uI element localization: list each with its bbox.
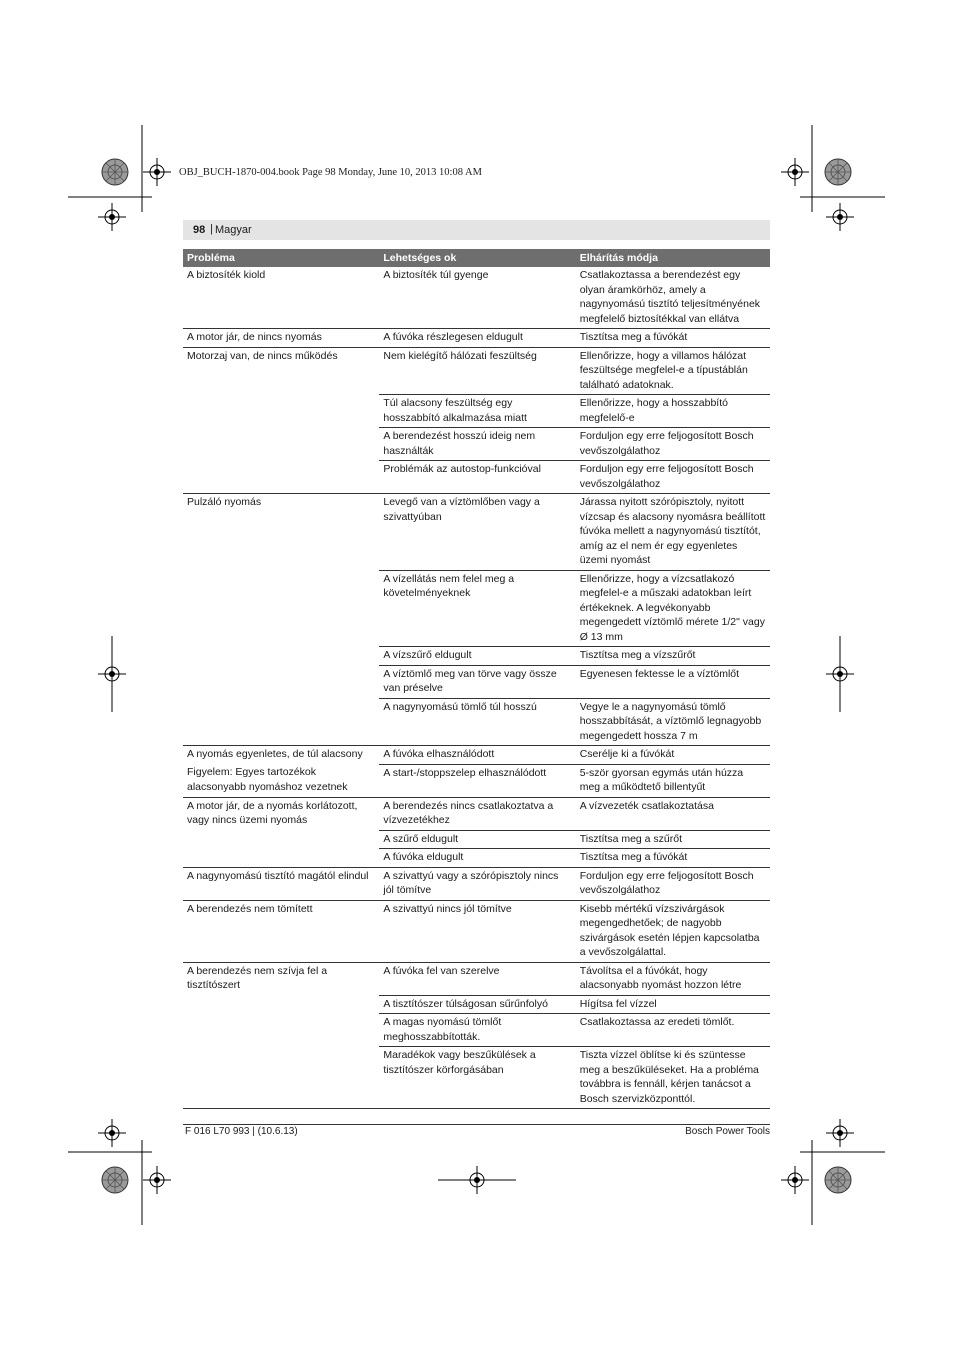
table-row xyxy=(183,347,770,395)
table-row xyxy=(183,867,770,900)
column-header-cause: Lehetséges ok xyxy=(379,249,575,267)
table-row xyxy=(183,494,770,571)
problem-cell: A berendezés nem tömített xyxy=(183,900,379,962)
page-header xyxy=(183,220,770,240)
cause-cell: A berendezést hosszú ideig nem használták xyxy=(379,428,575,461)
problem-cell: A motor jár, de nincs nyomás xyxy=(183,329,379,348)
table-row xyxy=(183,764,770,797)
cause-cell: A szivattyú nincs jól tömítve xyxy=(379,900,575,962)
table-row xyxy=(183,329,770,348)
cause-cell: A berendezés nincs csatlakoztatva a vízvezetékhez xyxy=(379,797,575,830)
remedy-cell: Hígítsa fel vízzel xyxy=(576,995,770,1014)
remedy-cell: Vegye le a nagynyomású tömlő hosszabbítását, a víztömlő legnagyobb megengedett hossza 7 m xyxy=(576,698,770,746)
remedy-cell: Forduljon egy erre feljogosított Bosch vevőszolgálathoz xyxy=(576,867,770,900)
footer-rule xyxy=(183,1124,770,1125)
cause-cell: Maradékok vagy beszűkülések a tisztítószer körforgásában xyxy=(379,1047,575,1109)
cause-cell: A vízellátás nem felel meg a követelményeknek xyxy=(379,570,575,647)
problem-cell: A motor jár, de a nyomás korlátozott, vagy nincs üzemi nyomás xyxy=(183,797,379,867)
cause-cell: A tisztítószer túlságosan sűrűnfolyó xyxy=(379,995,575,1014)
remedy-cell: Ellenőrizze, hogy a vízcsatlakozó megfelel-e a műszaki adatokban leírt értékeknek. A legvékonyabb megengedett víztömlő mérete 1/2" vagy Ø 13 mm xyxy=(576,570,770,647)
problem-cell: Motorzaj van, de nincs működés xyxy=(183,347,379,494)
remedy-cell: Egyenesen fektesse le a víztömlőt xyxy=(576,665,770,698)
cause-cell: A szűrő eldugult xyxy=(379,830,575,849)
remedy-cell: Cserélje ki a fúvókát xyxy=(576,746,770,765)
cause-cell: Problémák az autostop-funkcióval xyxy=(379,461,575,494)
remedy-cell: Tisztítsa meg a vízszűrőt xyxy=(576,647,770,666)
cause-cell: Túl alacsony feszültség egy hosszabbító alkalmazása miatt xyxy=(379,395,575,428)
cause-cell: A vízszűrő eldugult xyxy=(379,647,575,666)
header-separator: | xyxy=(210,223,213,235)
remedy-cell: Távolítsa el a fúvókát, hogy alacsonyabb nyomást hozzon létre xyxy=(576,962,770,995)
cause-cell: A biztosíték túl gyenge xyxy=(379,267,575,329)
problem-cell: A berendezés nem szívja fel a tisztítószert xyxy=(183,962,379,1109)
print-slug-line: OBJ_BUCH-1870-004.book Page 98 Monday, June 10, 2013 10:08 AM xyxy=(179,167,482,178)
troubleshooting-table xyxy=(183,249,770,1109)
cause-cell: Nem kielégítő hálózati feszültség xyxy=(379,347,575,395)
table-row xyxy=(183,797,770,830)
cause-cell: A víztömlő meg van törve vagy össze van préselve xyxy=(379,665,575,698)
table-row xyxy=(183,746,770,765)
page-number: 98 xyxy=(193,224,206,236)
remedy-cell: Kisebb mértékű vízszivárgások megengedhetőek; de nagyobb szivárgások esetén lépjen kapcsolatba a vevőszolgálattal. xyxy=(576,900,770,962)
cause-cell: A fúvóka elhasználódott xyxy=(379,746,575,765)
section-language: Magyar xyxy=(215,224,252,236)
cause-cell: A start-/stoppszelep elhasználódott xyxy=(379,764,575,797)
cause-cell: A magas nyomású tömlőt meghosszabbították. xyxy=(379,1014,575,1047)
remedy-cell: Tiszta vízzel öblítse ki és szüntesse meg a beszűküléseket. Ha a probléma továbbra is fennáll, kérjen tanácsot a Bosch szervizközponttól. xyxy=(576,1047,770,1109)
remedy-cell: 5-ször gyorsan egymás után húzza meg a működtető billentyűt xyxy=(576,764,770,797)
problem-cell: Pulzáló nyomás xyxy=(183,494,379,746)
remedy-cell: A vízvezeték csatlakoztatása xyxy=(576,797,770,830)
cause-cell: A fúvóka fel van szerelve xyxy=(379,962,575,995)
remedy-cell: Forduljon egy erre feljogosított Bosch vevőszolgálathoz xyxy=(576,428,770,461)
footer-brand: Bosch Power Tools xyxy=(685,1126,770,1137)
cause-cell: A fúvóka részlegesen eldugult xyxy=(379,329,575,348)
problem-cell: A nyomás egyenletes, de túl alacsony xyxy=(187,748,363,760)
remedy-cell: Csatlakoztassa az eredeti tömlőt. xyxy=(576,1014,770,1047)
table-body xyxy=(183,267,770,1109)
remedy-cell: Ellenőrizze, hogy a hosszabbító megfelelő-e xyxy=(576,395,770,428)
remedy-cell: Járassa nyitott szórópisztoly, nyitott vízcsap és alacsony nyomásra beállított fúvóka mellett a nagynyomású tisztítót, amíg az el nem ér egy egyenletes üzemi nyomást xyxy=(576,494,770,571)
problem-cell: Figyelem: Egyes tartozékok alacsonyabb nyomáshoz vezetnek xyxy=(183,764,379,797)
problem-cell: A nagynyomású tisztító magától elindul xyxy=(183,867,379,900)
cause-cell: A nagynyomású tömlő túl hosszú xyxy=(379,698,575,746)
column-header-remedy: Elhárítás módja xyxy=(576,249,770,267)
remedy-cell: Forduljon egy erre feljogosított Bosch vevőszolgálathoz xyxy=(576,461,770,494)
cause-cell: Levegő van a víztömlőben vagy a szivattyúban xyxy=(379,494,575,571)
problem-cell: A biztosíték kiold xyxy=(183,267,379,329)
cause-cell: A fúvóka eldugult xyxy=(379,849,575,868)
column-header-problem: Probléma xyxy=(183,249,379,267)
remedy-cell: Tisztítsa meg a fúvókát xyxy=(576,329,770,348)
table-row xyxy=(183,267,770,329)
remedy-cell: Csatlakoztassa a berendezést egy olyan áramkörhöz, amely a nagynyomású tisztító teljesítményének megfelelő biztosítékkal van ellátva xyxy=(576,267,770,329)
remedy-cell: Tisztítsa meg a szűrőt xyxy=(576,830,770,849)
table-row xyxy=(183,962,770,995)
remedy-cell: Tisztítsa meg a fúvókát xyxy=(576,849,770,868)
cause-cell: A szivattyú vagy a szórópisztoly nincs jól tömítve xyxy=(379,867,575,900)
table-row xyxy=(183,900,770,962)
table-header-row xyxy=(183,249,770,267)
remedy-cell: Ellenőrizze, hogy a villamos hálózat feszültsége megfelel-e a típustáblán található adatoknak. xyxy=(576,347,770,395)
footer-document-code: F 016 L70 993 | (10.6.13) xyxy=(185,1126,298,1137)
